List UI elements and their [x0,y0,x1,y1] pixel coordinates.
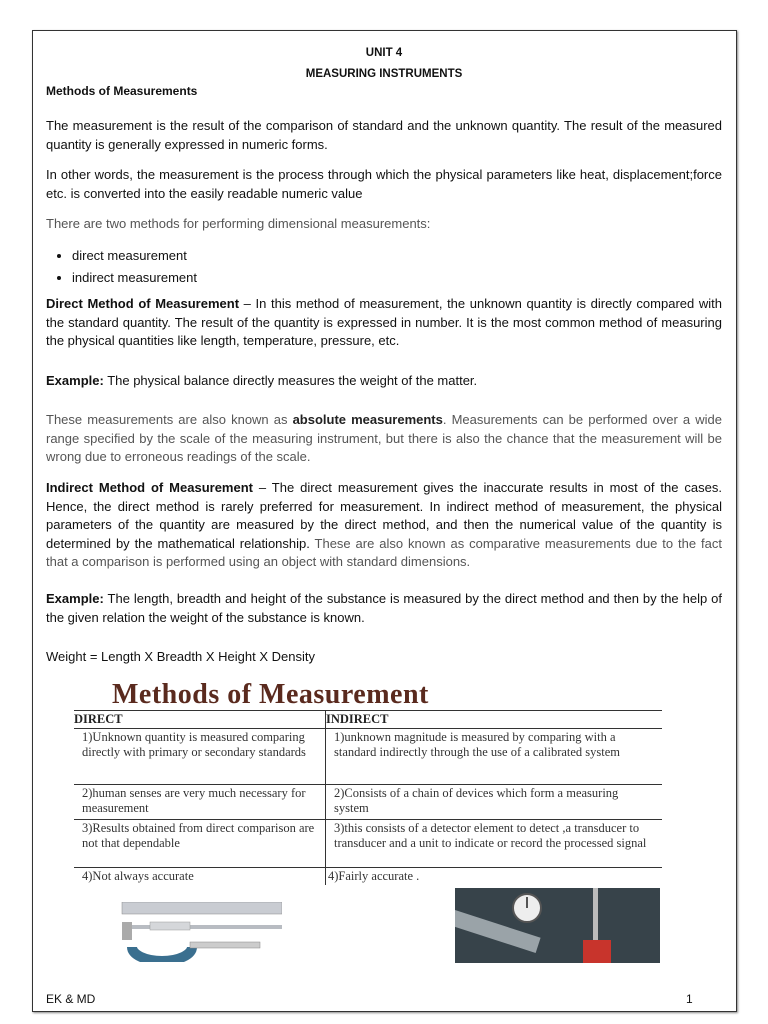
vernier-caliper-micrometer-image [102,902,282,962]
cell: 1)Unknown quantity is measured comparing directly with primary or secondary standards [74,729,326,785]
paragraph-3: There are two methods for performing dimensional measurements: [46,216,431,231]
cell: 2)Consists of a chain of devices which form a measuring system [326,785,663,820]
abs-post: . Measurements can be performed over a wide range specified by the scale of the measuring instrument, but there is also the chance that the measurement will be wrong due to erroneous readings of the scale. [46,412,722,464]
table-row [74,729,662,785]
cell: 4)Fairly accurate . [326,868,663,886]
absolute-paragraph [46,411,722,467]
cell: 4)Not always accurate [74,868,326,886]
dial-indicator-image [455,888,660,963]
indirect-text: – The direct measurement gives the inaccurate results in most of the cases. Hence, the direct method is rarely preferred for measurement. In indirect method of measurement, the physical parameters of the quantity are measured by the direct method, and then the numerical value of the quantity is determined by the mathematical relationship. [46,480,722,551]
methods-list [46,247,722,290]
example-label: Example: [46,373,104,388]
page-number: 1 [686,992,693,1006]
footer-authors: EK & MD [46,992,96,1006]
header-indirect: INDIRECT [326,711,663,729]
page-title: MEASURING INSTRUMENTS [305,68,463,80]
example-2 [46,590,722,627]
paragraph-2: In other words, the measurement is the process through which the physical parameters like heat, displacement;force etc. is converted into the easily readable numeric value [46,167,722,201]
unit-label: UNIT 4 [365,47,403,59]
paragraph-1: The measurement is the result of the comparison of standard and the unknown quantity. The result of the measured quantity is generally expressed in numeric forms. [46,118,722,152]
cell: 3)this consists of a detector element to detect ,a transducer to transducer and a unit to indicate or record the processed signal [326,820,663,868]
example-1-text: The physical balance directly measures the weight of the matter. [103,373,478,388]
cell: 3)Results obtained from direct comparison are not that dependable [74,820,326,868]
direct-term: Direct Method of Measurement [46,296,240,311]
cell: 2)human senses are very much necessary for measurement [74,785,326,820]
direct-text: – In this method of measurement, the unknown quantity is directly compared with the standard quantity. The result of the quantity is expressed in number. It is the most common method of measuring the physical quantities like length, temperature, pressure, etc. [46,296,722,348]
indirect-gray-text: These are also known as comparative measurements due to the fact that a comparison is performed using an object with standard dimensions. [46,535,722,569]
example-2-text: The length, breadth and height of the substance is measured by the direct method and then by the help of the given relation the weight of the substance is known. [46,591,722,625]
table-row [74,868,662,886]
header-direct: DIRECT [74,711,326,729]
indirect-method-paragraph [46,479,722,572]
list-item: • indirect measurement [72,269,722,288]
example-label: Example: [46,591,104,606]
abs-term: absolute measurements [292,412,443,427]
table-row [74,785,662,820]
example-1 [46,372,722,391]
table-row [74,820,662,868]
direct-method-paragraph [46,295,722,351]
weight-formula: Weight = Length X Breadth X Height X Density [46,649,315,664]
abs-pre: These measurements are also known as [46,412,293,427]
cell: 1)unknown magnitude is measured by comparing with a standard indirectly through the use of a calibrated system [326,729,663,785]
methods-table [74,710,662,885]
section-heading: Methods of Measurements [46,84,198,98]
figure-title: Methods of Measurement [112,679,429,710]
list-item: • direct measurement [72,247,722,266]
indirect-term: Indirect Method of Measurement [46,480,253,495]
methods-figure [72,680,662,965]
